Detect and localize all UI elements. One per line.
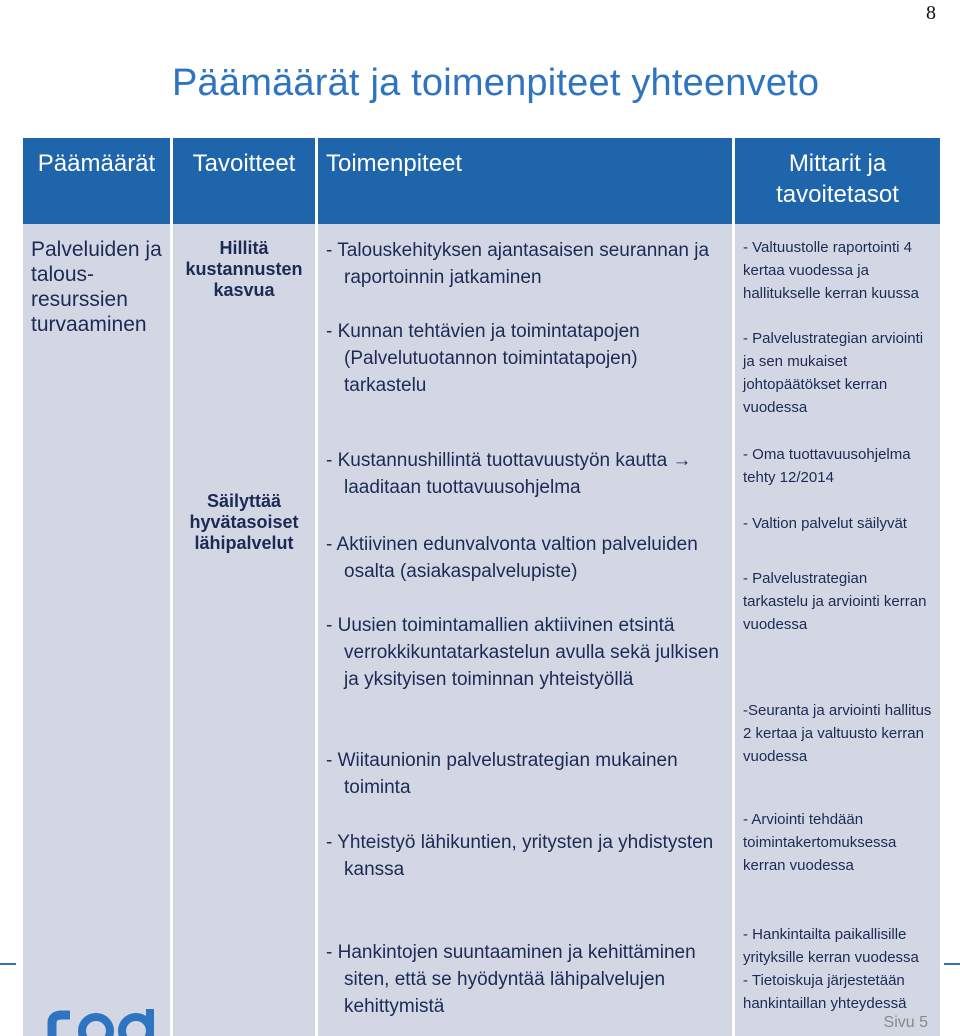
metric-item: - Palvelustrategian tarkastelu ja arviointi kerran vuodessa [743, 570, 927, 633]
page-number: 8 [926, 2, 936, 24]
target-line: Säilyttää [206, 491, 282, 511]
action-item: - Uusien toimintamallien aktiivinen etsintä verrokkikuntatarkastelun avulla sekä julkisen ja yksityisen toiminnan yhteistyöllä [326, 615, 719, 690]
metric-item: - Valtion palvelut säilyvät [743, 515, 907, 532]
header-targets: Tavoitteet [173, 138, 315, 224]
body-row [23, 224, 940, 1036]
header-goals: Päämäärät [23, 138, 170, 224]
goal-line: talous- [31, 263, 95, 286]
header-metrics: Mittarit ja tavoitetasot [735, 138, 940, 224]
page-label: Sivu 5 [883, 1014, 928, 1031]
decorative-line-left [0, 963, 16, 965]
target-line: kustannusten [185, 259, 303, 279]
metric-item: - Hankintailta paikallisille yrityksille kerran vuodessa [743, 926, 919, 966]
action-item: - Aktiivinen edunvalvonta valtion palveluiden osalta (asiakaspalvelupiste) [326, 534, 698, 582]
action-item: - Hankintojen suuntaaminen ja kehittäminen siten, että se hyödyntää lähipalvelujen kehittymistä [326, 942, 696, 1017]
target-control-costs [181, 224, 307, 301]
header-row [23, 138, 940, 224]
decorative-line-right [944, 963, 960, 965]
action-item: - Wiitaunionin palvelustrategian mukainen toiminta [326, 750, 678, 798]
goal-line: Palveluiden ja [31, 238, 162, 261]
targets-cell [173, 224, 315, 1036]
header-actions: Toimenpiteet [318, 138, 732, 224]
target-line: hyvätasoiset [189, 512, 299, 532]
target-line: kasvua [213, 280, 275, 300]
goal-text [31, 224, 162, 337]
goal-cell [23, 224, 170, 1036]
target-line: Hillitä [219, 238, 269, 258]
metric-item: - Palvelustrategian arviointi ja sen mukaiset johtopäätökset kerran vuodessa [743, 330, 924, 416]
target-line: lähipalvelut [194, 533, 294, 553]
summary-table [20, 138, 943, 1036]
metrics-cell [735, 224, 940, 1036]
slide-title: Päämäärät ja toimenpiteet yhteenveto [172, 62, 820, 104]
action-item: - Kustannushillintä tuottavuustyön kautta → laaditaan tuottavuusohjelma [326, 450, 692, 498]
goal-line: turvaaminen [31, 313, 147, 336]
metric-item: -Seuranta ja arviointi hallitus 2 kertaa ja valtuusto kerran vuodessa [743, 702, 932, 765]
metric-item: - Oma tuottavuusohjelma tehty 12/2014 [743, 446, 911, 486]
actions-cell [318, 224, 732, 1036]
logo-icon [44, 1005, 164, 1036]
action-item: - Talouskehityksen ajantasaisen seurannan ja raportoinnin jatkaminen [326, 240, 710, 288]
goal-line: resurssien [31, 288, 128, 311]
target-local-services [181, 491, 307, 554]
action-item: - Yhteistyö lähikuntien, yritysten ja yhdistysten kanssa [326, 832, 714, 880]
metric-item: - Tietoiskuja järjestetään hankintaillan yhteydessä [743, 972, 907, 1012]
metric-item: - Valtuustolle raportointi 4 kertaa vuodessa ja hallitukselle kerran kuussa [743, 239, 919, 302]
action-item: - Kunnan tehtävien ja toimintatapojen (Palvelutuotannon toimintatapojen) tarkastelu [326, 321, 640, 396]
metric-item: - Arviointi tehdään toimintakertomuksessa kerran vuodessa [743, 811, 897, 874]
